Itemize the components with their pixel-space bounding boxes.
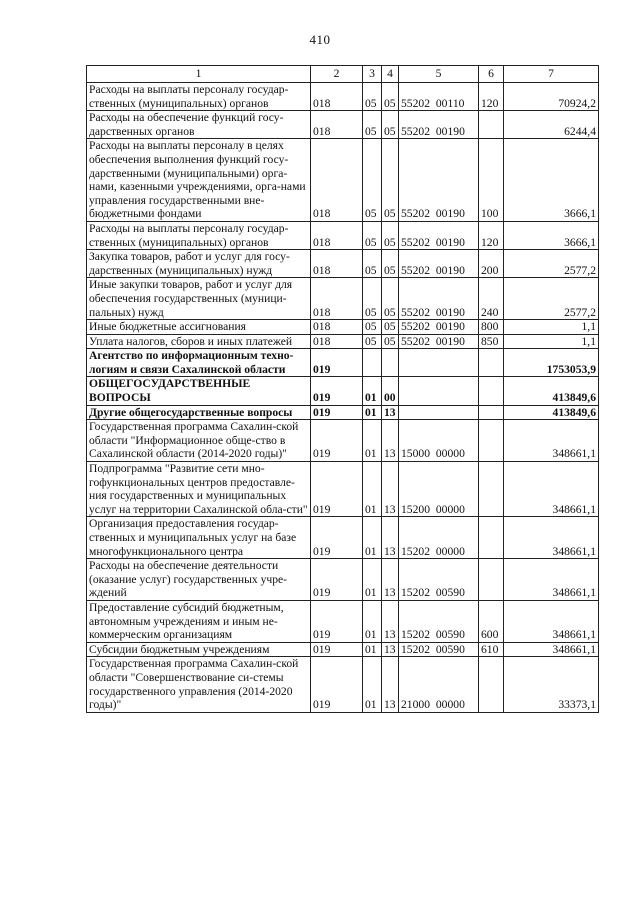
table-row (87, 462, 599, 517)
amount-cell: 413849,6 (504, 405, 599, 420)
section-code-cell: 05 (363, 250, 382, 278)
ministry-code-cell: 018 (311, 221, 363, 249)
row-name-cell: Субсидии бюджетным учреждениям (87, 642, 311, 657)
table-row (87, 600, 599, 642)
column-header: 3 (363, 66, 382, 83)
expense-type-cell: 120 (479, 83, 504, 111)
ministry-code-cell: 018 (311, 334, 363, 349)
target-article-cell (399, 377, 479, 405)
column-header: 1 (87, 66, 311, 83)
expense-type-cell: 610 (479, 642, 504, 657)
section-code-cell: 01 (363, 559, 382, 601)
row-name-cell: Предоставление субсидий бюджетным, автономным учреждениям и иным не-коммерческим организациям (87, 600, 311, 642)
ministry-code-cell: 019 (311, 600, 363, 642)
target-article-cell: 55202 00190 (399, 278, 479, 320)
subsection-code-cell: 13 (382, 600, 399, 642)
amount-cell: 348661,1 (504, 600, 599, 642)
subsection-code-cell: 05 (382, 221, 399, 249)
row-name-cell: Уплата налогов, сборов и иных платежей (87, 334, 311, 349)
ministry-code-cell: 019 (311, 559, 363, 601)
row-name-cell: Организация предоставления государ-ственных и муниципальных услуг на базе многофункционального центра (87, 517, 311, 559)
row-name-cell: Расходы на выплаты персоналу в целях обеспечения выполнения функций госу-дарственными (муниципальными) орга-нами, казенными учреждениями, орга-нами управления государственными вне-бюджетными фондами (87, 139, 311, 222)
row-name-cell: Расходы на выплаты персоналу государ-ственных (муниципальных) органов (87, 83, 311, 111)
table-row (87, 349, 599, 377)
table-row (87, 111, 599, 139)
section-code-cell: 01 (363, 462, 382, 517)
ministry-code-cell: 018 (311, 320, 363, 335)
expense-type-cell: 120 (479, 221, 504, 249)
amount-cell: 348661,1 (504, 462, 599, 517)
subsection-code-cell (382, 349, 399, 377)
subsection-code-cell: 05 (382, 111, 399, 139)
target-article-cell: 55202 00110 (399, 83, 479, 111)
column-header: 6 (479, 66, 504, 83)
budget-table (86, 65, 599, 713)
table-row (87, 139, 599, 222)
section-code-cell: 01 (363, 405, 382, 420)
subsection-code-cell: 13 (382, 462, 399, 517)
table-row (87, 642, 599, 657)
ministry-code-cell: 019 (311, 349, 363, 377)
subsection-code-cell: 13 (382, 657, 399, 712)
amount-cell: 3666,1 (504, 221, 599, 249)
table-row (87, 278, 599, 320)
target-article-cell: 15202 00000 (399, 517, 479, 559)
row-name-cell: Иные бюджетные ассигнования (87, 320, 311, 335)
section-code-cell: 05 (363, 320, 382, 335)
subsection-code-cell: 05 (382, 139, 399, 222)
table-row (87, 320, 599, 335)
target-article-cell (399, 405, 479, 420)
subsection-code-cell: 05 (382, 320, 399, 335)
amount-cell: 1753053,9 (504, 349, 599, 377)
table-body (87, 83, 599, 713)
amount-cell: 33373,1 (504, 657, 599, 712)
table-row (87, 420, 599, 462)
amount-cell: 413849,6 (504, 377, 599, 405)
target-article-cell: 55202 00190 (399, 250, 479, 278)
section-code-cell: 05 (363, 278, 382, 320)
ministry-code-cell: 018 (311, 278, 363, 320)
section-code-cell: 05 (363, 334, 382, 349)
table-row (87, 405, 599, 420)
subsection-code-cell: 05 (382, 250, 399, 278)
expense-type-cell (479, 377, 504, 405)
expense-type-cell: 850 (479, 334, 504, 349)
subsection-code-cell: 13 (382, 517, 399, 559)
table-row (87, 377, 599, 405)
ministry-code-cell: 019 (311, 657, 363, 712)
row-name-cell: Расходы на обеспечение деятельности (оказание услуг) государственных учре-ждений (87, 559, 311, 601)
section-code-cell: 01 (363, 642, 382, 657)
expense-type-cell (479, 462, 504, 517)
row-name-cell: Другие общегосударственные вопросы (87, 405, 311, 420)
section-code-cell: 01 (363, 377, 382, 405)
ministry-code-cell: 019 (311, 462, 363, 517)
subsection-code-cell: 05 (382, 83, 399, 111)
subsection-code-cell: 13 (382, 405, 399, 420)
section-code-cell: 05 (363, 83, 382, 111)
target-article-cell (399, 349, 479, 377)
section-code-cell: 01 (363, 600, 382, 642)
table-row (87, 250, 599, 278)
target-article-cell: 55202 00190 (399, 334, 479, 349)
row-name-cell: Государственная программа Сахалин-ской области "Совершенствование си-стемы государственного управления (2014-2020 годы)" (87, 657, 311, 712)
amount-cell: 1,1 (504, 320, 599, 335)
expense-type-cell (479, 657, 504, 712)
section-code-cell: 01 (363, 657, 382, 712)
section-code-cell: 01 (363, 420, 382, 462)
expense-type-cell (479, 517, 504, 559)
subsection-code-cell: 05 (382, 278, 399, 320)
amount-cell: 348661,1 (504, 517, 599, 559)
target-article-cell: 15202 00590 (399, 559, 479, 601)
subsection-code-cell: 00 (382, 377, 399, 405)
expense-type-cell (479, 111, 504, 139)
amount-cell: 348661,1 (504, 642, 599, 657)
table-header-row (87, 66, 599, 83)
ministry-code-cell: 019 (311, 377, 363, 405)
ministry-code-cell: 018 (311, 111, 363, 139)
expense-type-cell (479, 405, 504, 420)
section-code-cell: 05 (363, 221, 382, 249)
table-row (87, 559, 599, 601)
target-article-cell: 15000 00000 (399, 420, 479, 462)
table-row (87, 517, 599, 559)
table-row (87, 334, 599, 349)
expense-type-cell (479, 349, 504, 377)
expense-type-cell: 100 (479, 139, 504, 222)
row-name-cell: ОБЩЕГОСУДАРСТВЕННЫЕ ВОПРОСЫ (87, 377, 311, 405)
amount-cell: 2577,2 (504, 278, 599, 320)
amount-cell: 3666,1 (504, 139, 599, 222)
target-article-cell: 55202 00190 (399, 139, 479, 222)
row-name-cell: Закупка товаров, работ и услуг для госу-дарственных (муниципальных) нужд (87, 250, 311, 278)
target-article-cell: 55202 00190 (399, 221, 479, 249)
expense-type-cell: 200 (479, 250, 504, 278)
amount-cell: 6244,4 (504, 111, 599, 139)
subsection-code-cell: 13 (382, 642, 399, 657)
expense-type-cell (479, 559, 504, 601)
ministry-code-cell: 018 (311, 250, 363, 278)
ministry-code-cell: 018 (311, 139, 363, 222)
section-code-cell: 05 (363, 111, 382, 139)
expense-type-cell: 600 (479, 600, 504, 642)
column-header: 4 (382, 66, 399, 83)
column-header: 7 (504, 66, 599, 83)
row-name-cell: Государственная программа Сахалин-ской области "Информационное обще-ство в Сахалинской области (2014-2020 годы)" (87, 420, 311, 462)
row-name-cell: Расходы на выплаты персоналу государ-ственных (муниципальных) органов (87, 221, 311, 249)
page-number: 410 (309, 32, 331, 47)
ministry-code-cell: 019 (311, 405, 363, 420)
table-row (87, 657, 599, 712)
table-row (87, 83, 599, 111)
table-row (87, 221, 599, 249)
target-article-cell: 55202 00190 (399, 111, 479, 139)
row-name-cell: Подпрограмма "Развитие сети мно-гофункциональных центров предоставле-ния государственных и муниципальных услуг на территории Сахалинской обла-сти" (87, 462, 311, 517)
subsection-code-cell: 13 (382, 559, 399, 601)
ministry-code-cell: 019 (311, 420, 363, 462)
subsection-code-cell: 05 (382, 334, 399, 349)
column-header: 5 (399, 66, 479, 83)
ministry-code-cell: 019 (311, 642, 363, 657)
amount-cell: 1,1 (504, 334, 599, 349)
ministry-code-cell: 019 (311, 517, 363, 559)
row-name-cell: Агентство по информационным техно-логиям и связи Сахалинской области (87, 349, 311, 377)
section-code-cell: 05 (363, 139, 382, 222)
target-article-cell: 15202 00590 (399, 642, 479, 657)
section-code-cell (363, 349, 382, 377)
ministry-code-cell: 018 (311, 83, 363, 111)
target-article-cell: 15200 00000 (399, 462, 479, 517)
section-code-cell: 01 (363, 517, 382, 559)
row-name-cell: Иные закупки товаров, работ и услуг для обеспечения государственных (муници-пальных) нужд (87, 278, 311, 320)
expense-type-cell (479, 420, 504, 462)
amount-cell: 2577,2 (504, 250, 599, 278)
amount-cell: 70924,2 (504, 83, 599, 111)
amount-cell: 348661,1 (504, 559, 599, 601)
target-article-cell: 21000 00000 (399, 657, 479, 712)
amount-cell: 348661,1 (504, 420, 599, 462)
target-article-cell: 55202 00190 (399, 320, 479, 335)
subsection-code-cell: 13 (382, 420, 399, 462)
row-name-cell: Расходы на обеспечение функций госу-дарственных органов (87, 111, 311, 139)
expense-type-cell: 800 (479, 320, 504, 335)
expense-type-cell: 240 (479, 278, 504, 320)
target-article-cell: 15202 00590 (399, 600, 479, 642)
column-header: 2 (311, 66, 363, 83)
